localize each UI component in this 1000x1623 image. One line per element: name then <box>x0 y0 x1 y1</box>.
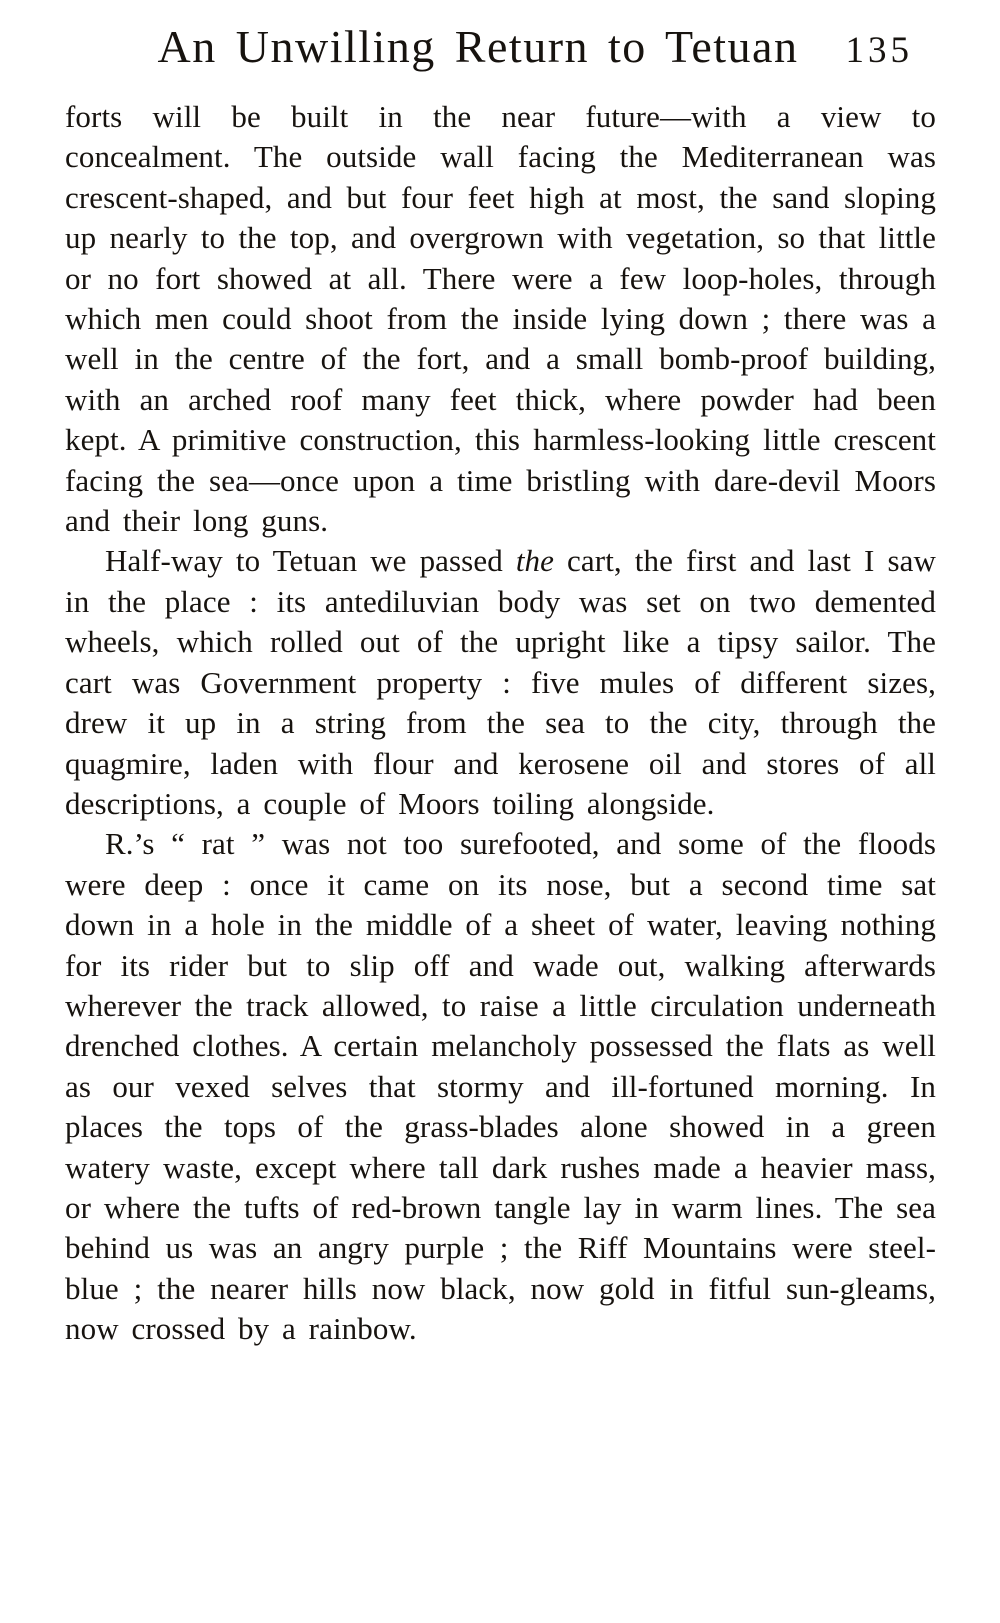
paragraph-forts: forts will be built in the near future—with a view to concealment. The outside wall facing the Mediterranean was crescent-shaped, and but four feet high at most, the sand sloping up nearly to the top, and overgrown with vegetation, so that little or no fort showed at all. There were a few loop-holes, through which men could shoot from the inside lying down ; there was a well in the centre of the fort, and a small bomb-proof building, with an arched roof many feet thick, where powder had been kept. A primitive construction, this harmless-looking little crescent facing the sea—once upon a time bristling with dare-devil Moors and their long guns. <box>65 99 936 539</box>
paragraph-halfway-to-tetuan <box>65 541 936 824</box>
running-title: An Unwilling Return to Tetuan <box>157 21 799 72</box>
page-body <box>65 97 936 1350</box>
page-header <box>65 20 935 90</box>
paragraph-text: cart, the first and last I saw in the place : its antediluvian body was set on two demented wheels, which rolled out of the upright like a tipsy sailor. The cart was Government property : five mules of different sizes, drew it up in a string from the sea to the city, through the quagmire, laden with flour and kerosene oil and stores of all descriptions, a couple of Moors toiling alongside. <box>65 543 936 821</box>
paragraph-rs-rat: R.’s “ rat ” was not too surefooted, and some of the floods were deep : once it came on its nose, but a second time sat down in a hole in the middle of a sheet of water, leaving nothing for its rider but to slip off and wade out, walking afterwards wherever the track allowed, to raise a little circulation underneath drenched clothes. A certain melancholy possessed the flats as well as our vexed selves that stormy and ill-fortuned morning. In places the tops of the grass-blades alone showed in a green watery waste, except where tall dark rushes made a heavier mass, or where the tufts of red-brown tangle lay in warm lines. The sea behind us was an angry purple ; the Riff Mountains were steel-blue ; the nearer hills now black, now gold in fitful sun-gleams, now crossed by a rainbow. <box>65 826 936 1347</box>
paragraph-text: Half-way to Tetuan we passed <box>105 543 516 579</box>
italicized-word: the <box>515 543 555 579</box>
page-number: 135 <box>845 30 913 71</box>
